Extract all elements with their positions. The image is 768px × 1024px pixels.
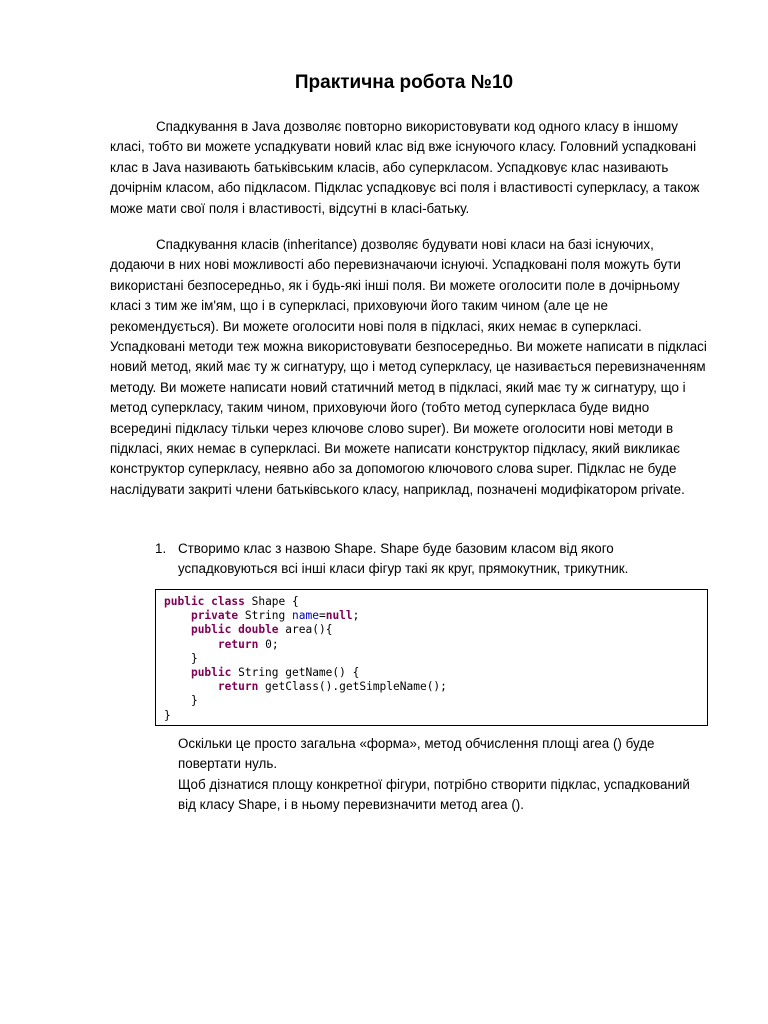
code-keyword: double [238,623,279,637]
code-text: ; [352,609,360,623]
code-keyword: private [190,609,239,623]
code-indent [164,680,218,693]
code-indent [164,623,191,636]
code-keyword: public [190,623,232,637]
list-item-number: 1. [155,541,167,556]
code-line: } [164,694,198,708]
paragraph-inheritance-intro: Спадкування в Java дозволяє повторно використовувати код одного класу в іншому класі, тобто ви можете успадкувати новий клас від вже існуючого класу. Головний успадковані клас в Java називають батьківським класів, або суперкласом. Успадковує клас називають дочірнім класом, або підкласом. Підклас успадковує всі поля і властивості суперкласу, а також може мати свої поля і властивості, відсутні в класі-батьку. [110,119,700,216]
code-line [164,666,707,680]
code-indent [164,666,191,679]
code-text: String [238,609,292,623]
code-text: Shape { [244,595,299,608]
code-text: = [318,609,326,623]
code-line [164,595,707,609]
code-keyword: return [217,637,259,651]
paragraph-inheritance-details: Спадкування класів (inheritance) дозволяє будувати нові класи на базі існуючих, додаючи в них нові можливості або перевизначаючи існуючі. Успадковані поля можуть бути використані безпосередньо, як і будь-які інші поля. Ви можете оголосити поле в дочірньому класі з тим же ім'ям, що і в суперкласі, приховуючи його таким чином (але це не рекомендується). Ви можете оголосити нові поля в підкласі, яких немає в суперкласі. Успадковані методи теж можна використовувати безпосередньо. Ви можете написати в підкласі новий метод, який має ту ж сигнатуру, що і метод суперкласу, це називається перевизначенням методу. Ви можете написати новий статичний метод в підкласі, який має ту ж сигнатуру, що і метод суперкласу, таким чином, приховуючи його (тобто метод суперкласа буде видно всередині підкласу тільки через ключове слово super). Ви можете оголосити нові методи в підкласі, яких немає в суперкласі. Ви можете написати конструктор підкласу, який викликає конструктор суперкласу, неявно або за допомогою ключового слова super. Підклас не буде наслідувати закриті члени батьківського класу, наприклад, позначені модифікатором private. [110,237,707,497]
code-text: getClass().getSimpleName(); [258,680,447,694]
list-item-text: Створимо клас з назвою Shape. Shape буде базовим класом від якого успадковуються всі інші класи фігур такі як круг, прямокутник, трикутник. [178,541,629,577]
code-line [164,623,707,637]
code-keyword: public [190,666,232,680]
code-explanation-paragraph: Оскільки це просто загальна «форма», метод обчислення площі area () буде повертати нуль. [178,736,655,772]
code-text: String getName() { [231,666,360,680]
code-line: } [164,651,198,665]
code-text: area(){ [278,623,333,637]
code-indent [164,638,218,651]
code-line [164,609,707,623]
subclass-instruction-paragraph: Щоб дізнатися площу конкретної фігури, потрібно створити підклас, успадкований від класу Shape, і в ньому перевизначити метод area (). [178,777,690,813]
code-line: } [164,708,171,722]
code-keyword: public [164,595,205,608]
code-number: 0 [265,637,272,651]
code-keyword: return [217,680,259,694]
code-block [155,589,708,726]
code-line [164,638,707,652]
code-line [164,680,707,694]
code-text: ; [271,637,279,651]
code-keyword: null [325,609,353,623]
code-keyword: class [211,595,245,608]
code-field: name [292,609,319,623]
page-title: Практична робота №10 [294,72,514,93]
code-indent [164,609,191,622]
